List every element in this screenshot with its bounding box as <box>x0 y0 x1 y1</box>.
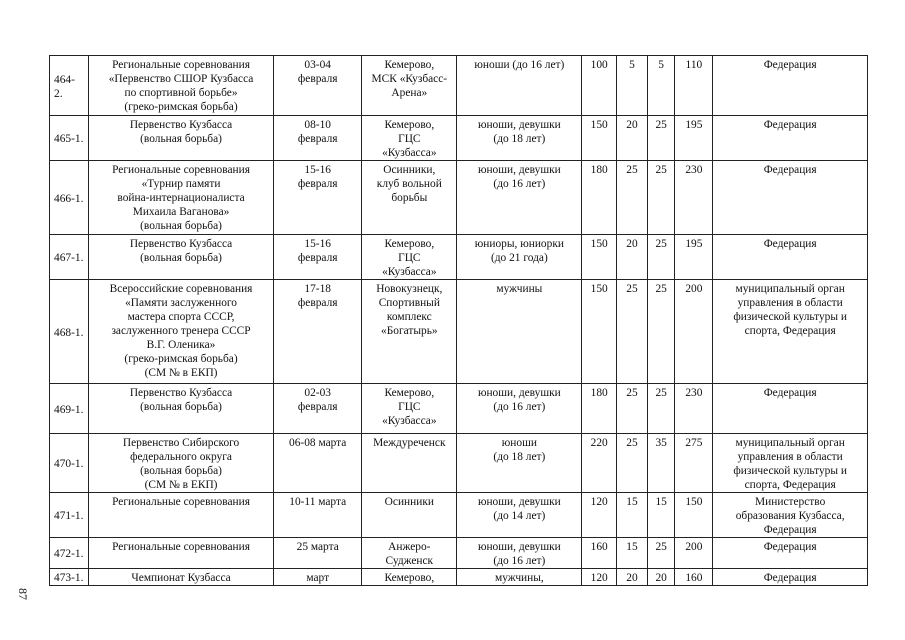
table-row <box>50 569 868 586</box>
row-number: 473-1. <box>50 569 89 586</box>
event-name: Первенство Кузбасса (вольная борьба) <box>88 235 273 280</box>
organizer: Министерство образования Кузбасса, Федерация <box>713 493 868 538</box>
coaches-count: 25 <box>617 434 648 493</box>
event-dates: 15-16 февраля <box>274 161 362 235</box>
event-place: Кемерово, <box>362 569 457 586</box>
table-row <box>50 116 868 161</box>
event-place: Кемерово, ГЦС «Кузбасса» <box>362 116 457 161</box>
participants: юноши, девушки (до 18 лет) <box>457 116 582 161</box>
table-row <box>50 235 868 280</box>
judges-count: 25 <box>647 538 675 569</box>
total-count: 160 <box>675 569 713 586</box>
event-dates: 25 марта <box>274 538 362 569</box>
organizer: Федерация <box>713 569 868 586</box>
event-place: Кемерово, МСК «Кузбасс- Арена» <box>362 56 457 116</box>
total-count: 230 <box>675 161 713 235</box>
events-table <box>49 55 868 586</box>
coaches-count: 20 <box>617 116 648 161</box>
table-row <box>50 384 868 434</box>
coaches-count: 15 <box>617 538 648 569</box>
participants: юноши, девушки (до 16 лет) <box>457 538 582 569</box>
participants: юноши, девушки (до 16 лет) <box>457 161 582 235</box>
participants: юниоры, юниорки (до 21 года) <box>457 235 582 280</box>
coaches-count: 25 <box>617 280 648 384</box>
table-body <box>50 56 868 586</box>
organizer: муниципальный орган управления в области физической культуры и спорта, Федерация <box>713 280 868 384</box>
coaches-count: 20 <box>617 235 648 280</box>
table-row <box>50 434 868 493</box>
event-dates: 06-08 марта <box>274 434 362 493</box>
event-place: Осинники <box>362 493 457 538</box>
judges-count: 25 <box>647 116 675 161</box>
page-number: 87 <box>16 588 30 600</box>
total-count: 200 <box>675 538 713 569</box>
organizer: муниципальный орган управления в области физической культуры и спорта, Федерация <box>713 434 868 493</box>
athletes-count: 180 <box>582 384 617 434</box>
event-name: Всероссийские соревнования «Памяти заслуженного мастера спорта СССР, заслуженного тренера СССР В.Г. Оленика» (греко-римская борьба) (СМ № в ЕКП) <box>88 280 273 384</box>
participants: мужчины <box>457 280 582 384</box>
row-number: 468-1. <box>50 280 89 384</box>
total-count: 110 <box>675 56 713 116</box>
organizer: Федерация <box>713 384 868 434</box>
judges-count: 25 <box>647 280 675 384</box>
row-number: 464- 2. <box>50 56 89 116</box>
coaches-count: 5 <box>617 56 648 116</box>
participants: юноши (до 16 лет) <box>457 56 582 116</box>
event-dates: 10-11 марта <box>274 493 362 538</box>
event-place: Осинники, клуб вольной борьбы <box>362 161 457 235</box>
judges-count: 25 <box>647 235 675 280</box>
row-number: 470-1. <box>50 434 89 493</box>
participants: юноши (до 18 лет) <box>457 434 582 493</box>
total-count: 200 <box>675 280 713 384</box>
athletes-count: 220 <box>582 434 617 493</box>
row-number: 467-1. <box>50 235 89 280</box>
table-row <box>50 280 868 384</box>
event-name: Региональные соревнования «Первенство СШОР Кузбасса по спортивной борьбе» (греко-римская борьба) <box>88 56 273 116</box>
athletes-count: 180 <box>582 161 617 235</box>
total-count: 195 <box>675 116 713 161</box>
event-dates: 08-10 февраля <box>274 116 362 161</box>
event-name: Чемпионат Кузбасса <box>88 569 273 586</box>
coaches-count: 25 <box>617 384 648 434</box>
coaches-count: 25 <box>617 161 648 235</box>
event-name: Первенство Кузбасса (вольная борьба) <box>88 116 273 161</box>
coaches-count: 20 <box>617 569 648 586</box>
event-dates: 15-16 февраля <box>274 235 362 280</box>
table-row <box>50 538 868 569</box>
event-place: Междуреченск <box>362 434 457 493</box>
athletes-count: 150 <box>582 280 617 384</box>
organizer: Федерация <box>713 538 868 569</box>
judges-count: 25 <box>647 384 675 434</box>
athletes-count: 150 <box>582 235 617 280</box>
total-count: 195 <box>675 235 713 280</box>
table-row <box>50 56 868 116</box>
organizer: Федерация <box>713 56 868 116</box>
participants: юноши, девушки (до 16 лет) <box>457 384 582 434</box>
total-count: 230 <box>675 384 713 434</box>
row-number: 472-1. <box>50 538 89 569</box>
event-place: Кемерово, ГЦС «Кузбасса» <box>362 384 457 434</box>
athletes-count: 120 <box>582 493 617 538</box>
organizer: Федерация <box>713 235 868 280</box>
athletes-count: 100 <box>582 56 617 116</box>
event-name: Первенство Кузбасса (вольная борьба) <box>88 384 273 434</box>
event-place: Новокузнецк, Спортивный комплекс «Богатырь» <box>362 280 457 384</box>
athletes-count: 160 <box>582 538 617 569</box>
total-count: 275 <box>675 434 713 493</box>
event-place: Кемерово, ГЦС «Кузбасса» <box>362 235 457 280</box>
row-number: 471-1. <box>50 493 89 538</box>
table-row <box>50 161 868 235</box>
judges-count: 25 <box>647 161 675 235</box>
event-dates: 02-03 февраля <box>274 384 362 434</box>
row-number: 465-1. <box>50 116 89 161</box>
coaches-count: 15 <box>617 493 648 538</box>
event-dates: 03-04 февраля <box>274 56 362 116</box>
judges-count: 20 <box>647 569 675 586</box>
participants: мужчины, <box>457 569 582 586</box>
judges-count: 15 <box>647 493 675 538</box>
event-name: Региональные соревнования «Турнир памяти война-интернационалиста Михаила Ваганова» (вольная борьба) <box>88 161 273 235</box>
table-row <box>50 493 868 538</box>
athletes-count: 120 <box>582 569 617 586</box>
row-number: 466-1. <box>50 161 89 235</box>
event-dates: март <box>274 569 362 586</box>
event-name: Первенство Сибирского федерального округа (вольная борьба) (СМ № в ЕКП) <box>88 434 273 493</box>
organizer: Федерация <box>713 116 868 161</box>
organizer: Федерация <box>713 161 868 235</box>
total-count: 150 <box>675 493 713 538</box>
athletes-count: 150 <box>582 116 617 161</box>
judges-count: 5 <box>647 56 675 116</box>
row-number: 469-1. <box>50 384 89 434</box>
event-place: Анжеро- Судженск <box>362 538 457 569</box>
event-name: Региональные соревнования <box>88 538 273 569</box>
participants: юноши, девушки (до 14 лет) <box>457 493 582 538</box>
judges-count: 35 <box>647 434 675 493</box>
event-dates: 17-18 февраля <box>274 280 362 384</box>
event-name: Региональные соревнования <box>88 493 273 538</box>
